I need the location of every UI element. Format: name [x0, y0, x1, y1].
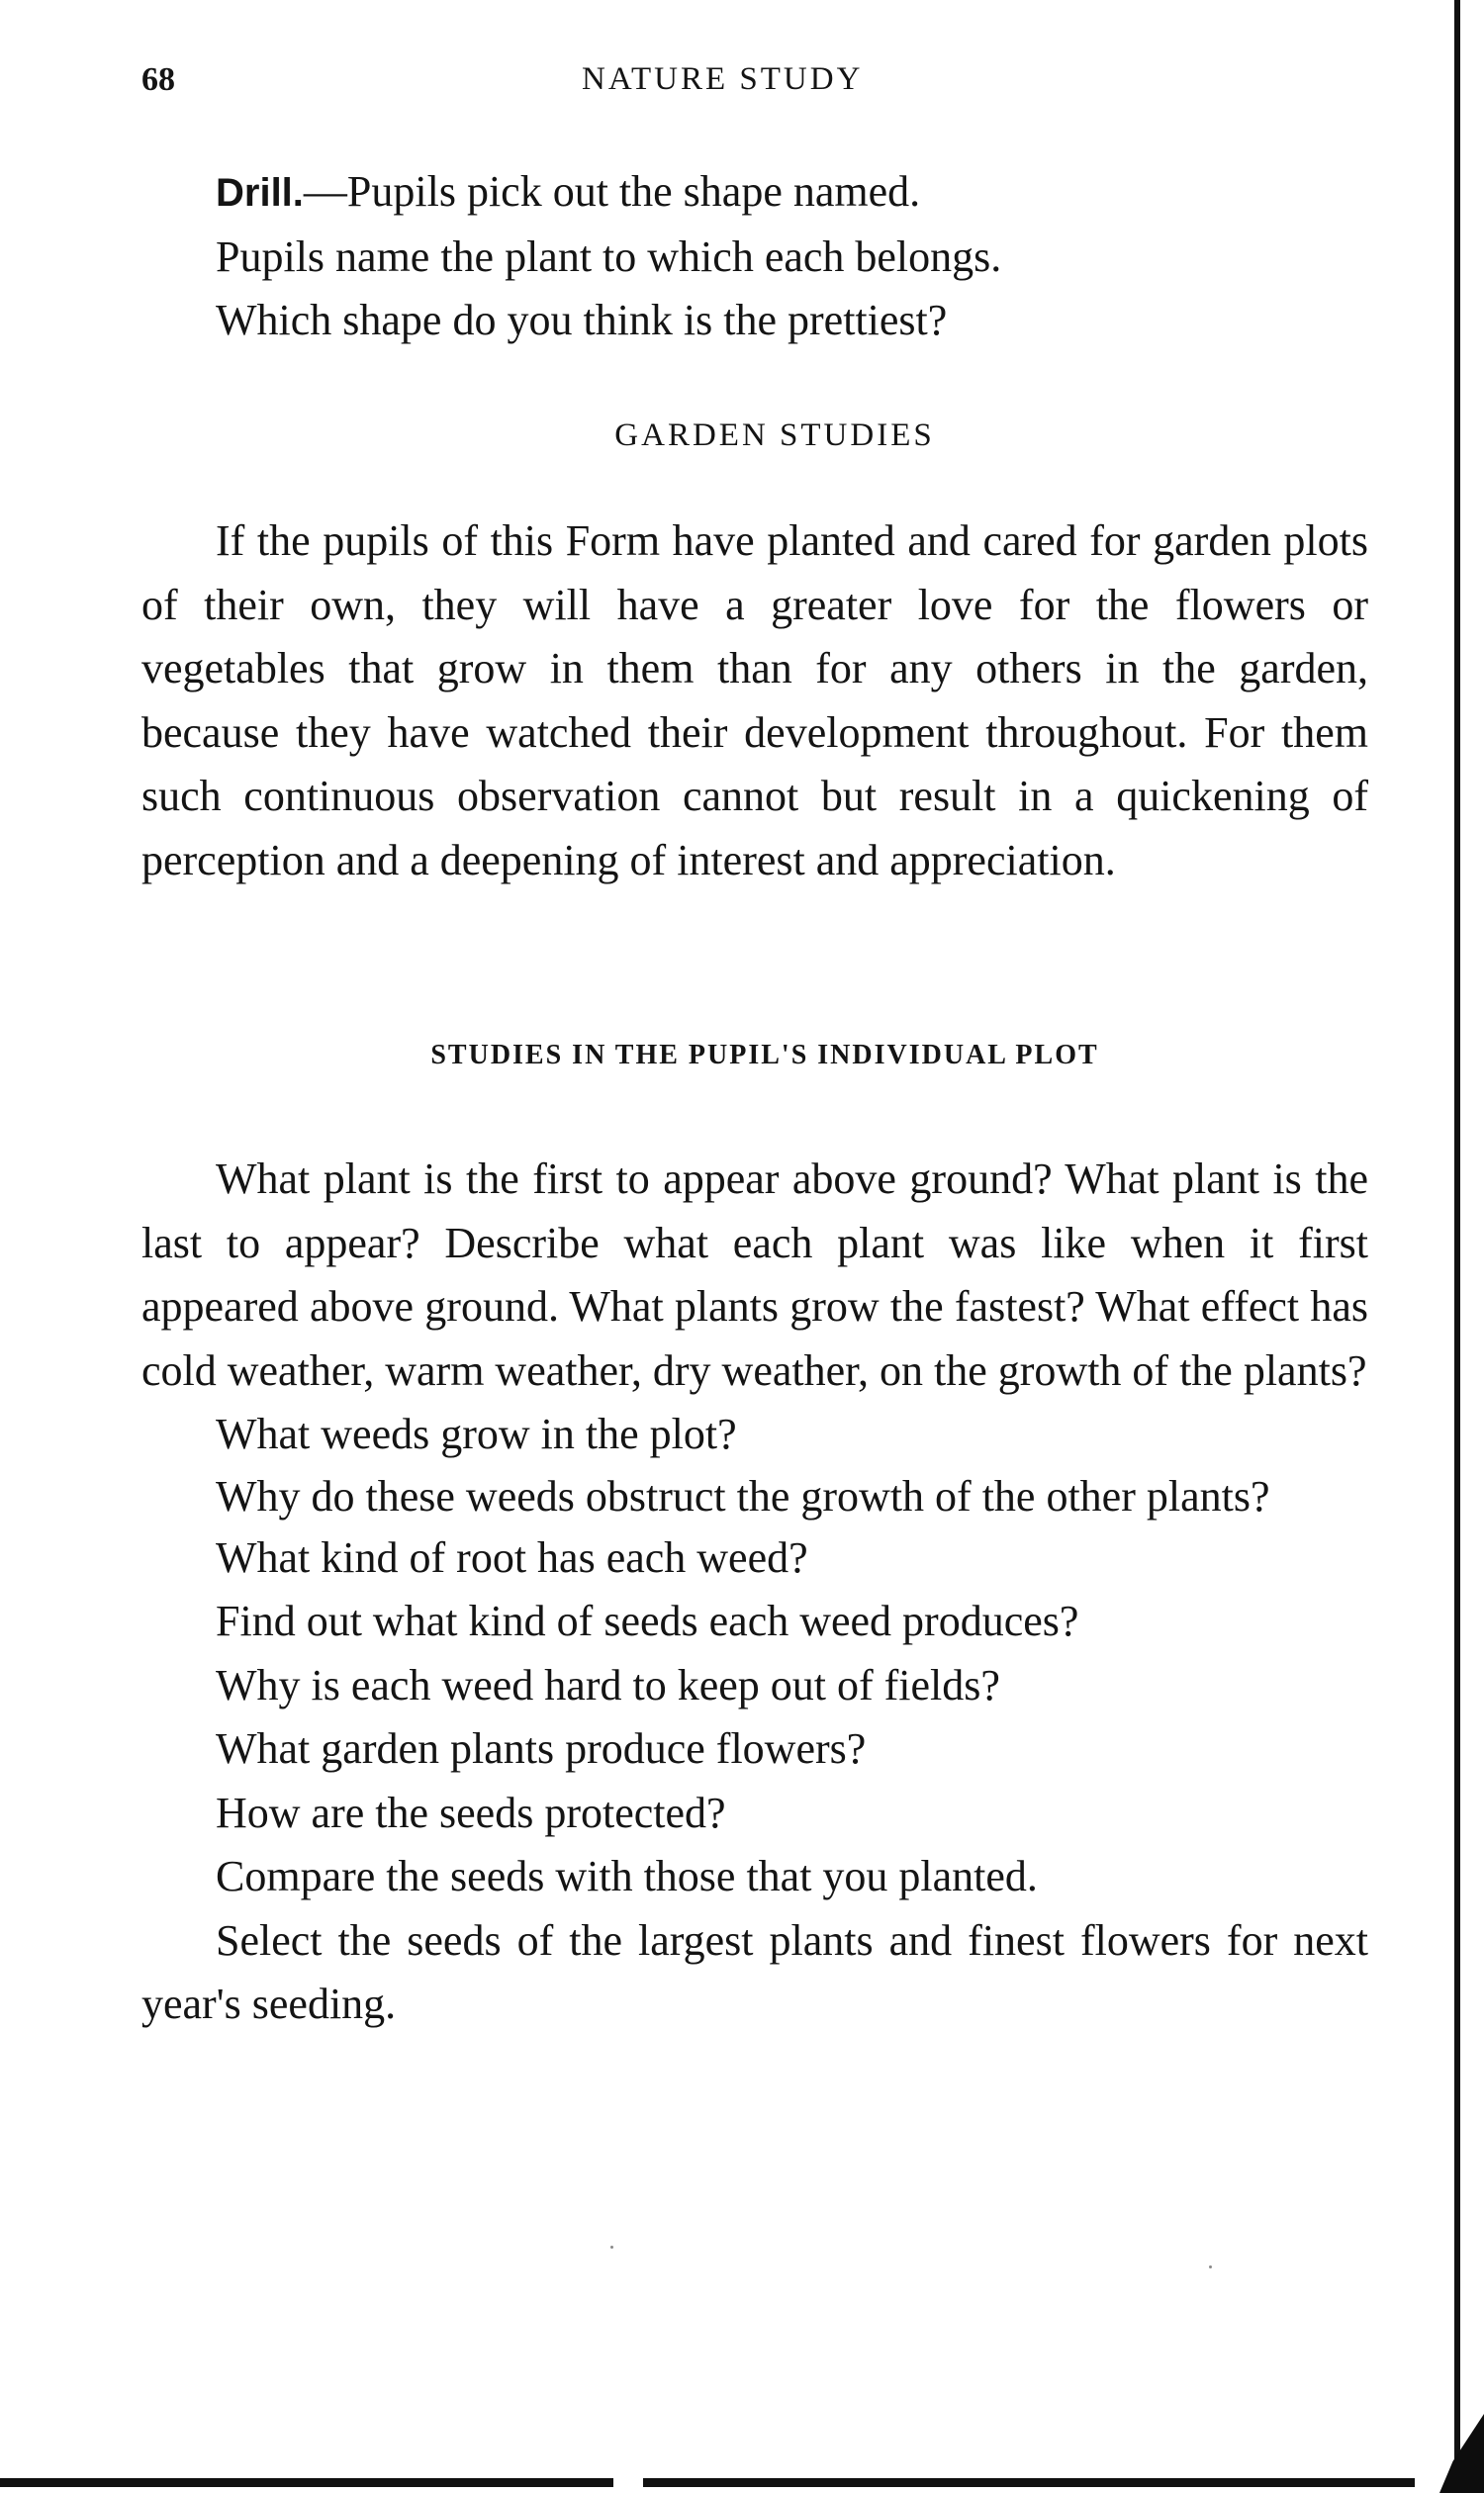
question-paragraph: What plant is the first to appear above ground? What plant is the last to appear? Describe what each plant was like when it first appeared above ground. What plants grow the fastest? What effect has cold weather, warm weather, dry weather, on the growth of the plants? [141, 1154, 1368, 1395]
drill-line: Pupils name the plant to which each belongs. [216, 231, 1002, 281]
question-line: How are the seeds protected? [216, 1788, 726, 1837]
drill-section [141, 160, 1368, 353]
page-corner-shadow [1439, 2414, 1484, 2493]
running-head [141, 61, 1365, 111]
garden-studies-paragraph [141, 509, 1368, 892]
drill-line [141, 160, 1368, 226]
question-line: What kind of root has each weed? [216, 1532, 808, 1582]
drill-lead: Drill. [216, 171, 304, 215]
question-line: Select the seeds of the largest plants and finest flowers for next year's seeding. [141, 1915, 1368, 2028]
scan-speck [610, 2246, 613, 2249]
page-edge-rule [1454, 0, 1460, 2493]
question-line: What garden plants produce flowers? [216, 1724, 867, 1773]
question-line: Compare the seeds with those that you planted. [216, 1852, 1038, 1900]
question-line: Find out what kind of seeds each weed produces? [216, 1597, 1079, 1645]
individual-plot-heading: STUDIES IN THE PUPIL'S INDIVIDUAL PLOT [430, 1040, 1099, 1070]
question-line: Why is each weed hard to keep out of fields? [216, 1660, 1000, 1709]
drill-line: Which shape do you think is the prettiest? [216, 296, 948, 344]
question-line: What weeds grow in the plot? [216, 1410, 737, 1458]
garden-studies-heading: GARDEN STUDIES [614, 417, 935, 453]
paragraph-text: If the pupils of this Form have planted and cared for garden plots of their own, they will have a greater love for the flowers or vegetables that grow in them than for any others in the garden, because they have watched their development throughout. For them such continuous observation cannot but result in a quickening of perception and a deepening of interest and appreciation. [141, 516, 1368, 884]
bottom-rule [0, 2478, 613, 2487]
running-title: NATURE STUDY [582, 61, 864, 97]
bottom-rule [643, 2478, 1415, 2487]
page-number: 68 [141, 61, 175, 98]
scan-speck [1209, 2265, 1212, 2268]
drill-line-text: —Pupils pick out the shape named. [303, 167, 921, 216]
question-line: Why do these weeds obstruct the growth of the other plants? [216, 1471, 1270, 1521]
individual-plot-questions [141, 1148, 1368, 2037]
